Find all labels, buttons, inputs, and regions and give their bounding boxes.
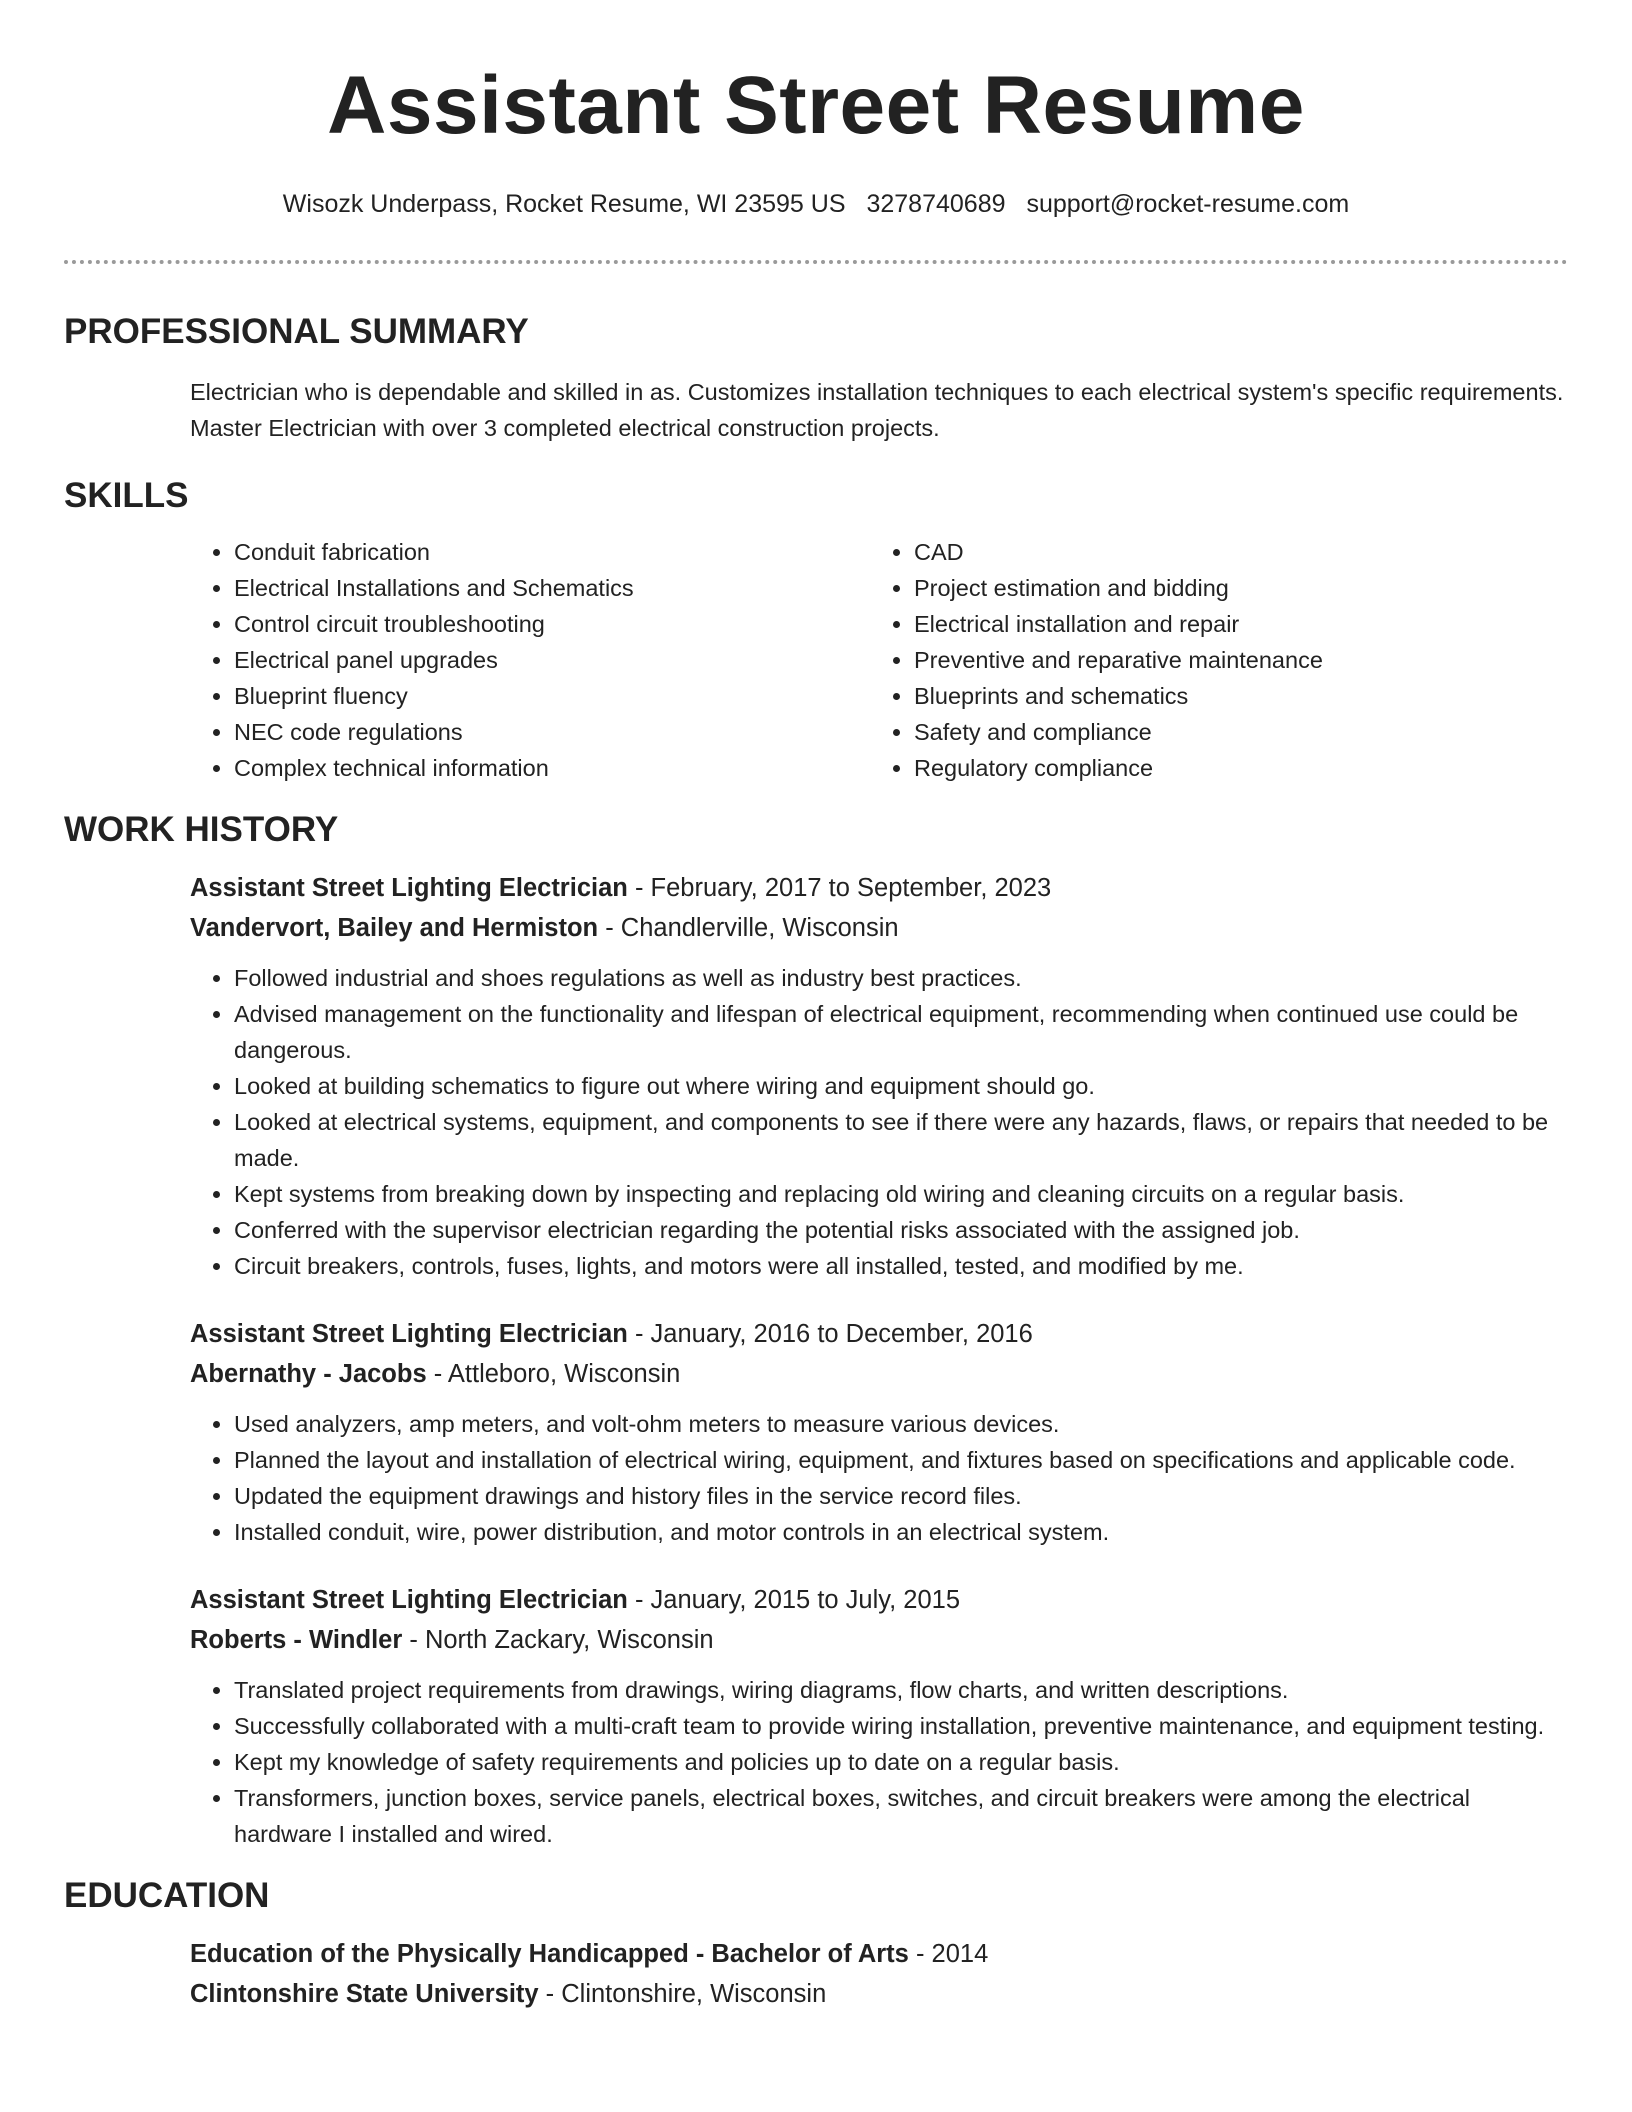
education-heading: EDUCATION xyxy=(64,1876,270,1915)
job-bullet: • Advised management on the functionality and lifespan of electrical equipment, recommending when continued use could be dangerous. xyxy=(234,996,1568,1068)
skill-item: • Conduit fabrication xyxy=(234,534,870,570)
job-location: - North Zackary, Wisconsin xyxy=(402,1626,714,1654)
skill-item: • Safety and compliance xyxy=(914,714,1323,750)
skill-item: • Regulatory compliance xyxy=(914,750,1323,786)
job-bullet: • Installed conduit, wire, power distribution, and motor controls in an electrical system. xyxy=(234,1514,1568,1550)
contact-address: Wisozk Underpass, Rocket Resume, WI 23595 US xyxy=(282,190,846,218)
skill-item: • Preventive and reparative maintenance xyxy=(914,642,1323,678)
education-year: - 2014 xyxy=(908,1940,989,1968)
job-bullets xyxy=(190,1672,1568,1852)
job-bullet: • Circuit breakers, controls, fuses, lights, and motors were all installed, tested, and modified by me. xyxy=(234,1248,1568,1284)
job-position: Assistant Street Lighting Electrician xyxy=(190,874,628,902)
job-company-line xyxy=(190,1620,1568,1660)
work-history-heading: WORK HISTORY xyxy=(64,810,339,849)
skill-item: • Project estimation and bidding xyxy=(914,570,1323,606)
job-bullet: • Followed industrial and shoes regulations as well as industry best practices. xyxy=(234,960,1568,996)
job-bullet: • Conferred with the supervisor electrician regarding the potential risks associated with the assigned job. xyxy=(234,1212,1568,1248)
job-bullets xyxy=(190,1406,1568,1550)
job-bullet: • Looked at electrical systems, equipment, and components to see if there were any hazards, flaws, or repairs that needed to be made. xyxy=(234,1104,1568,1176)
job-dates: - January, 2016 to December, 2016 xyxy=(627,1320,1033,1348)
education-degree-line xyxy=(190,1934,1568,1974)
job-bullet: • Kept systems from breaking down by inspecting and replacing old wiring and cleaning circuits on a regular basis. xyxy=(234,1176,1568,1212)
job-company-line xyxy=(190,908,1568,948)
job-location: - Attleboro, Wisconsin xyxy=(426,1360,681,1388)
education-location: - Clintonshire, Wisconsin xyxy=(538,1980,827,2008)
job-entry xyxy=(190,1580,1568,1852)
skills-column-left xyxy=(190,534,870,786)
job-bullet: • Successfully collaborated with a multi-craft team to provide wiring installation, preventive maintenance, and equipment testing. xyxy=(234,1708,1568,1744)
header-divider xyxy=(64,260,1568,264)
job-dates: - February, 2017 to September, 2023 xyxy=(627,874,1052,902)
resume-header xyxy=(0,0,1632,220)
education-degree: Education of the Physically Handicapped - Bachelor of Arts xyxy=(190,1940,909,1968)
job-entry xyxy=(190,868,1568,1284)
job-company: Roberts - Windler xyxy=(190,1626,403,1654)
skills-list xyxy=(190,534,1568,786)
job-company: Abernathy - Jacobs xyxy=(190,1360,427,1388)
job-bullet: • Planned the layout and installation of electrical wiring, equipment, and fixtures based on specifications and applicable code. xyxy=(234,1442,1568,1478)
job-location: - Chandlerville, Wisconsin xyxy=(598,914,899,942)
job-company-line xyxy=(190,1354,1568,1394)
skill-item: • Electrical installation and repair xyxy=(914,606,1323,642)
skills-heading: SKILLS xyxy=(64,476,189,515)
job-bullet: • Looked at building schematics to figure out where wiring and equipment should go. xyxy=(234,1068,1568,1104)
skills-column-right xyxy=(870,534,1323,786)
contact-line xyxy=(0,188,1632,220)
skill-item: • Blueprint fluency xyxy=(234,678,870,714)
job-bullet: • Translated project requirements from drawings, wiring diagrams, flow charts, and written descriptions. xyxy=(234,1672,1568,1708)
job-company: Vandervort, Bailey and Hermiston xyxy=(190,914,599,942)
skill-item: • Control circuit troubleshooting xyxy=(234,606,870,642)
skill-item: • NEC code regulations xyxy=(234,714,870,750)
contact-email: support@rocket-resume.com xyxy=(1026,190,1350,218)
summary-text: Electrician who is dependable and skilled in as. Customizes installation techniques to each electrical system's specific requirements. Master Electrician with over 3 completed electrical construction projects. xyxy=(190,379,1564,441)
job-bullet: • Used analyzers, amp meters, and volt-ohm meters to measure various devices. xyxy=(234,1406,1568,1442)
summary-heading: PROFESSIONAL SUMMARY xyxy=(64,312,529,351)
job-entry xyxy=(190,1314,1568,1550)
job-position: Assistant Street Lighting Electrician xyxy=(190,1320,628,1348)
job-bullet: • Updated the equipment drawings and history files in the service record files. xyxy=(234,1478,1568,1514)
skill-item: • Blueprints and schematics xyxy=(914,678,1323,714)
job-bullet: • Kept my knowledge of safety requirements and policies up to date on a regular basis. xyxy=(234,1744,1568,1780)
contact-phone: 3278740689 xyxy=(866,190,1006,218)
skill-item: • Complex technical information xyxy=(234,750,870,786)
job-title-line xyxy=(190,1314,1568,1354)
job-position: Assistant Street Lighting Electrician xyxy=(190,1586,628,1614)
education-entry xyxy=(190,1934,1568,2014)
education-school-line xyxy=(190,1974,1568,2014)
job-dates: - January, 2015 to July, 2015 xyxy=(627,1586,961,1614)
job-bullet: • Transformers, junction boxes, service panels, electrical boxes, switches, and circuit breakers were among the electrical hardware I installed and wired. xyxy=(234,1780,1568,1852)
education-school: Clintonshire State University xyxy=(190,1980,539,2008)
skill-item: • Electrical panel upgrades xyxy=(234,642,870,678)
job-title-line xyxy=(190,1580,1568,1620)
skill-item: • Electrical Installations and Schematics xyxy=(234,570,870,606)
job-bullets xyxy=(190,960,1568,1284)
job-title-line xyxy=(190,868,1568,908)
skill-item: • CAD xyxy=(914,534,1323,570)
candidate-name: Assistant Street Resume xyxy=(327,60,1305,151)
